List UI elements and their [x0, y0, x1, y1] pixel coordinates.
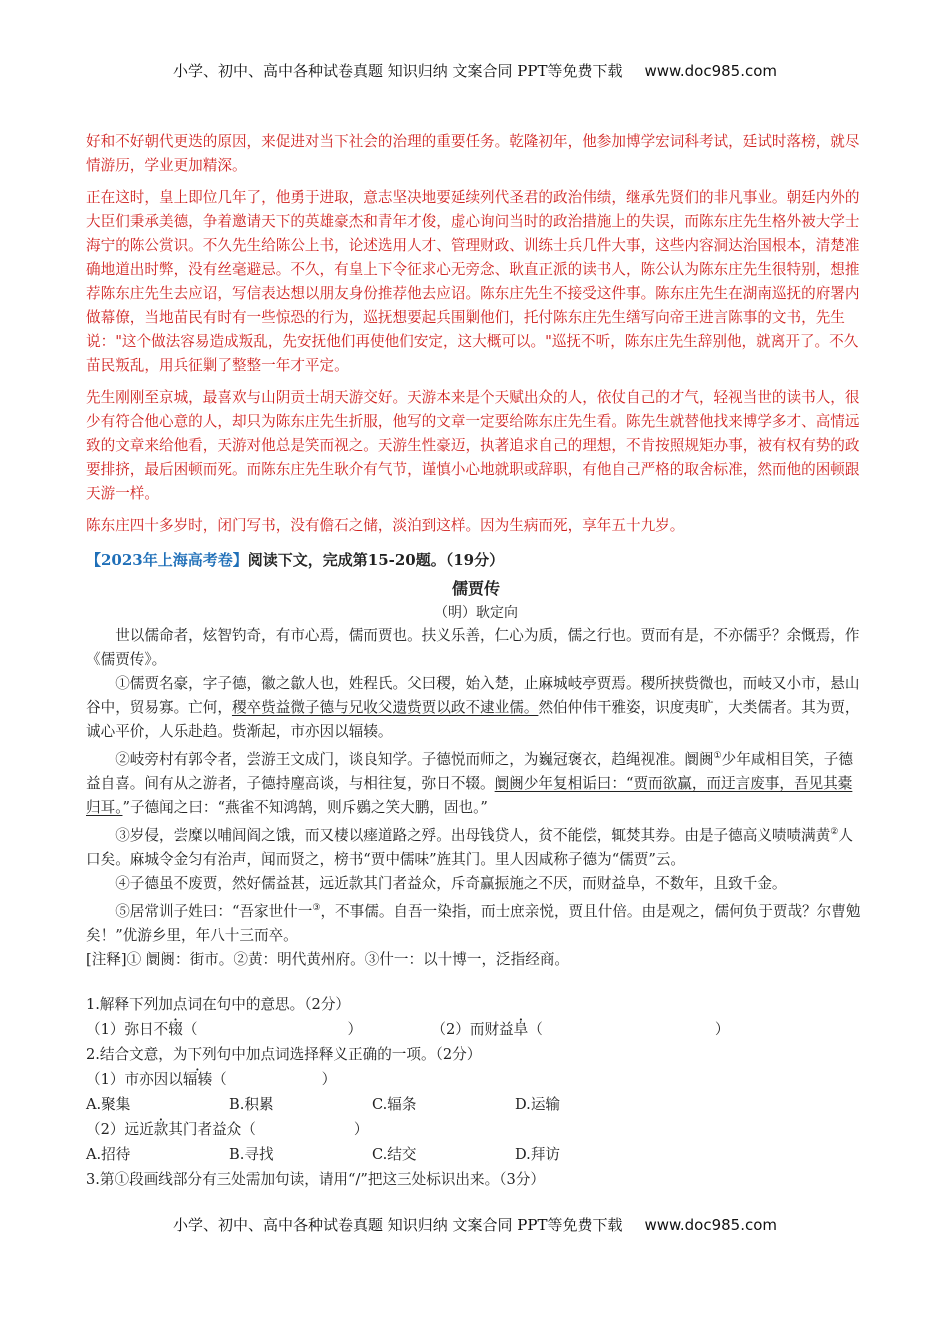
option-c[interactable]: C.辐条 — [372, 1095, 417, 1113]
option-a[interactable]: A.招待 — [86, 1145, 131, 1163]
bracket-open: （ — [241, 1120, 256, 1138]
option-d[interactable]: D.拜访 — [515, 1145, 561, 1163]
dotted-word: 阜 — [513, 1020, 529, 1038]
translation-paragraph: 正在这时，皇上即位几年了，他勇于进取，意志坚决地要延续列代圣君的政治伟绩，继承先贤们的非凡事业。朝廷内外的大臣们秉承美德，争着邀请天下的英雄豪杰和青年才俊，虚心询问当时的政治措施上的失误，而陈东庄先生格外被大学士海宁的陈公赏识。不久先生给陈公上书，论述选用人才、管理财政、训练士兵几件大事，这些内容洞达治国根本，清楚准确地道出时弊，没有丝毫避忌。不久，有皇上下令征求心无旁念、耿直正派的读书人，陈公认为陈东庄先生很特别，想推荐陈东庄先生去应诏，写信表达想以朋友身份推荐他去应诏。陈东庄先生不接受这件事。陈东庄先生在湖南巡抚的府署内做幕僚，当地苗民有时有一些惊恐的行为，巡抚想要起兵围剿他们，托付陈东庄先生缮写向帝王进言陈事的文书，先生说："这个做法容易造成叛乱，先安抚他们再使他们安定，这大概可以。"巡抚不听，陈东庄先生辞别他，就离开了。不久苗民叛乱，用兵征剿了整整一年才平定。 — [86, 189, 860, 374]
exam-source: 【2023年上海高考卷】 — [86, 551, 248, 569]
q1b-text: （2）而财益 — [431, 1020, 514, 1038]
text-run: 人口矣。麻城令金匀有治声，闻而贤之，榜书“贾中儒味”旌其门。里人因咸称子德为“儒贾”云。 — [86, 826, 853, 868]
question-2: 2.结合文意，为下列句中加点词选择释义正确的一项。（2分） — [86, 1045, 482, 1063]
bracket-close: ） — [353, 1120, 369, 1138]
text-run: ①儒贾名豪，字子德，徽之歙人也，姓程氏。父曰稷，始入楚，止麻城岐亭贾焉。稷所挟赀微也，而岐又小市，悬山谷中，贸易寡。亡何， — [86, 675, 860, 716]
page-header — [0, 60, 950, 81]
text-run: 少年咸相目笑，子德益自喜。间有从之游者，子德持麈高谈，与相往复，弥日不辍。 — [86, 750, 853, 792]
text-run: ，不事儒。自吾一染指，而士庶亲悦，贾且什倍。由是观之，儒何负于贾哉？尔曹勉矣！”优游乡里，年八十三而卒。 — [86, 902, 861, 944]
option-a[interactable]: A.聚集 — [86, 1095, 131, 1113]
article-intro: 世以儒命者，炫智钓奇，有市心焉，儒而贾也。扶义乐善，仁心为质，儒之行也。贾而有是，不亦儒乎？余慨焉，作《儒贾传》。 — [86, 627, 860, 668]
page-footer — [0, 1214, 950, 1235]
footer-text: 小学、初中、高中各种试卷真题 知识归纳 文案合同 PPT等免费下载 — [172, 1216, 623, 1234]
bracket-close: ） — [321, 1070, 337, 1088]
option-c[interactable]: C.结交 — [372, 1145, 417, 1163]
q2b-text-post: 其门者益众 — [168, 1120, 242, 1138]
q1a-text: （1）弥日不 — [86, 1020, 169, 1038]
article-paragraph-3 — [86, 820, 866, 872]
translation-paragraph: 好和不好朝代更迭的原因，来促进对当下社会的治理的重要任务。乾隆初年，他参加博学宏词科考试，廷试时落榜，就尽情游历，学业更加精深。 — [86, 133, 860, 174]
bracket-open: （ — [528, 1020, 543, 1038]
article-author: （明）耿定向 — [434, 605, 518, 621]
header-text: 小学、初中、高中各种试卷真题 知识归纳 文案合同 PPT等免费下载 — [172, 62, 623, 80]
bracket-open: （ — [212, 1070, 227, 1088]
question-2a — [86, 1067, 866, 1092]
text-run: 然伯仲伟干雅姿，识度夷旷，大类儒者。其为贾，诚心平价，人乐赴趋。赀渐起，市亦因以辐辏。 — [86, 699, 860, 740]
text-run: ”子德闻之曰：“燕雀不知鸿鹄，则斥鷃之笑大鹏，固也。” — [122, 798, 488, 816]
header-site[interactable]: www.doc985.com — [644, 62, 778, 80]
text-run: ②岐旁村有郭令者，尝游王文成门，谈良知学。子德悦而师之，为巍冠褒衣，趋绳视准。阛阓 — [115, 750, 714, 768]
footnote-marker: ② — [830, 826, 839, 837]
dotted-word: 款 — [153, 1120, 169, 1138]
footer-site[interactable]: www.doc985.com — [644, 1216, 778, 1234]
underlined-sentence: 阛阓少年复相诟曰：“贾而欲赢，而迂言废事，吾见其橐归耳。 — [86, 774, 853, 816]
annotation-note: [注释]① 阛阓：街市。②黄：明代黄州府。③什一：以十博一，泛指经商。 — [86, 950, 570, 968]
question-header — [86, 548, 866, 572]
document-body — [86, 130, 866, 1192]
option-b[interactable]: B.积累 — [229, 1095, 274, 1113]
dotted-word: 辐辏 — [182, 1070, 213, 1088]
question-2b — [86, 1117, 866, 1142]
q2a-options — [86, 1092, 866, 1117]
footnote-marker: ① — [713, 751, 722, 761]
question-3: 3.第①段画线部分有三处需加句读，请用“/”把这三处标识出来。（3分） — [86, 1170, 545, 1188]
article-title: 儒贾传 — [451, 579, 500, 598]
bracket-close: ） — [347, 1020, 363, 1038]
article-paragraph-4: ④子德虽不废贾，然好儒益甚，远近款其门者益众，斥奇赢振施之不厌，而财益阜，不数年，且致千金。 — [115, 874, 787, 892]
bracket-close: ） — [714, 1020, 730, 1038]
dotted-word: 辍 — [168, 1020, 183, 1038]
question-instruction: 阅读下文，完成第15-20题。（19分） — [247, 551, 505, 569]
q2b-text: （2）远近 — [86, 1120, 154, 1138]
translation-paragraph: 陈东庄四十多岁时，闭门写书，没有儋石之储，淡泊到这样。因为生病而死，享年五十九岁。 — [86, 517, 685, 534]
text-run: ③岁侵，尝糜以哺闾阎之饿，而又棲以瘗道路之殍。出母钱贷人，贫不能偿，辄焚其券。由是子德高义啧啧满黄 — [115, 826, 831, 844]
bracket-open: （ — [182, 1020, 198, 1038]
footnote-marker: ③ — [312, 902, 321, 913]
article-paragraph-5 — [86, 896, 866, 948]
question-1-items — [86, 1017, 866, 1042]
q2b-options — [86, 1142, 866, 1167]
underlined-sentence: 稷卒赀益微子德与兄收父遗赀贾以政不逮业儒。 — [231, 699, 539, 716]
article-paragraph-2 — [86, 744, 866, 820]
option-b[interactable]: B.寻找 — [229, 1145, 274, 1163]
translation-paragraph: 先生刚刚至京城，最喜欢与山阴贡士胡天游交好。天游本来是个天赋出众的人，依仗自己的才气，轻视当世的读书人，很少有符合他心意的人，却只为陈东庄先生折服，他写的文章一定要给陈东庄先生看。陈先生就替他找来博学多才、高情远致的文章来给他看，天游对他总是笑而视之。天游生性豪迈，执著追求自己的理想，不肯按照规矩办事，被有权有势的政要排挤，最后困顿而死。而陈东庄先生耿介有气节，谨慎小心地就职或辞职，有他自己严格的取舍标准，然而他的困顿跟天游一样。 — [86, 389, 860, 502]
question-1: 1.解释下列加点词在句中的意思。（2分） — [86, 995, 351, 1013]
article-paragraph-1 — [86, 672, 866, 744]
text-run: ⑤居常训子姓曰：“吾家世什一 — [115, 902, 313, 920]
q2a-text: （1）市亦因以 — [86, 1070, 183, 1088]
option-d[interactable]: D.运输 — [515, 1095, 561, 1113]
